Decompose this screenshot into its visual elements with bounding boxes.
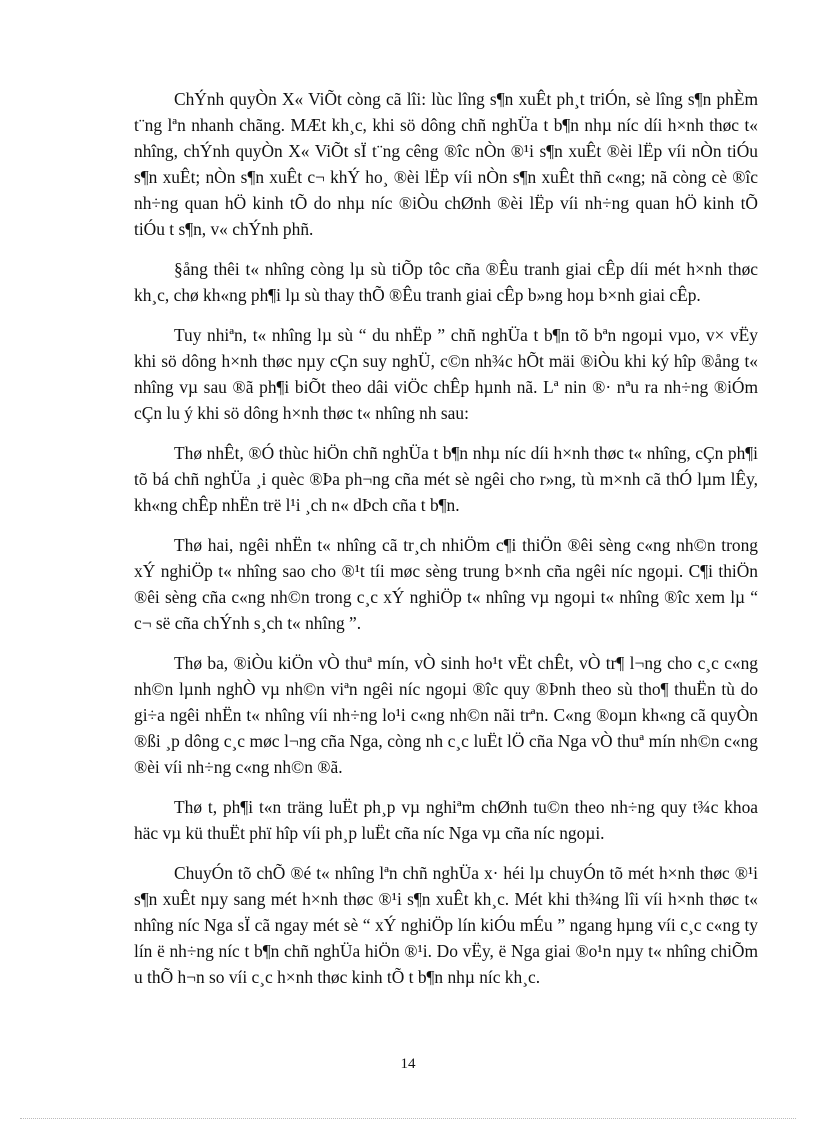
- page-bottom-divider: [20, 1118, 796, 1119]
- paragraph-2: §ång thêi t« nhîng còng lµ sù tiÕp tôc cña ®Êu tranh giai cÊp díi mét h×nh thøc kh¸c, chø kh«ng ph¶i lµ sù thay thÕ ®Êu tranh giai cÊp b»ng hoµ b×nh giai cÊp.: [134, 259, 758, 305]
- paragraph-3: Tuy nhiªn, t« nhîng lµ sù “ du nhËp ” chñ nghÜa t b¶n tõ bªn ngoµi vµo, v× vËy khi sö dông h×nh thøc nµy cÇn suy nghÜ, c©n nh¾c hÕt mäi ®iÒu khi ký hîp ®ång t« nhîng vµ sau ®ã ph¶i biÕt theo dâi viÖc chÊp hµnh nã. Lª nin ®· nªu ra nh÷ng ®iÓm cÇn lu ý khi sö dông h×nh thøc t« nhîng nh sau:: [134, 325, 758, 423]
- page-number: 14: [400, 1056, 416, 1072]
- paragraph-7: Thø t, ph¶i t«n träng luËt ph¸p vµ nghiªm chØnh tu©n theo nh÷ng quy t¾c khoa häc vµ kü thuËt phï hîp víi ph¸p luËt cña níc Nga vµ cña níc ngoµi.: [134, 797, 758, 843]
- paragraph-1: ChÝnh quyÒn X« ViÕt còng cã lîi: lùc lîng s¶n xuÊt ph¸t triÓn, sè lîng s¶n phÈm t¨ng lªn nhanh chãng. MÆt kh¸c, khi sö dông chñ nghÜa t b¶n nhµ níc díi h×nh thøc t« nhîng, chÝnh quyÒn X« ViÕt sÏ t¨ng cêng ®îc nÒn ®¹i s¶n xuÊt ®èi lËp víi nÒn tiÓu s¶n xuÊt; nÒn s¶n xuÊt c¬ khÝ ho¸ ®èi lËp víi nÒn s¶n xuÊt thñ c«ng; nã còng cè ®îc nh÷ng quan hÖ kinh tÕ do nhµ níc ®iÒu chØnh ®èi lËp víi nh÷ng quan hÖ kinh tÕ tiÓu t s¶n, v« chÝnh phñ.: [134, 89, 758, 239]
- paragraph-6: Thø ba, ®iÒu kiÖn vÒ thuª mín, vÒ sinh ho¹t vËt chÊt, vÒ tr¶ l¬ng cho c¸c c«ng nh©n lµnh nghÒ vµ nh©n viªn ngêi níc ngoµi ®îc quy ®Þnh theo sù tho¶ thuËn tù do gi÷a ngêi nhËn t« nhîng víi nh÷ng lo¹i c«ng nh©n nãi trªn. C«ng ®oµn kh«ng cã quyÒn ®ßi ¸p dông c¸c møc l¬ng cña Nga, còng nh c¸c luËt lÖ cña Nga vÒ thuª mín nh©n c«ng ®èi víi nh÷ng c«ng nh©n ®ã.: [134, 653, 758, 777]
- page-body: [134, 86, 758, 1004]
- paragraph-8: ChuyÓn tõ chÕ ®é t« nhîng lªn chñ nghÜa x· héi lµ chuyÓn tõ mét h×nh thøc ®¹i s¶n xuÊt nµy sang mét h×nh thøc ®¹i s¶n xuÊt kh¸c. Mét khi th¾ng lîi víi h×nh thøc t« nhîng níc Nga sÏ cã ngay mét sè “ xÝ nghiÖp lín kiÓu mÉu ” ngang hµng víi c¸c c«ng ty lín ë nh÷ng níc t b¶n chñ nghÜa hiÖn ®¹i. Do vËy, ë Nga giai ®o¹n nµy t« nhîng chiÕm u thÕ h¬n so víi c¸c h×nh thøc kinh tÕ t b¶n nhµ níc kh¸c.: [134, 863, 758, 987]
- paragraph-5: Thø hai, ngêi nhËn t« nhîng cã tr¸ch nhiÖm c¶i thiÖn ®êi sèng c«ng nh©n trong xÝ nghiÖp t« nhîng sao cho ®¹t tíi møc sèng trung b×nh cña ngêi níc ngoµi. C¶i thiÖn ®êi sèng cña c«ng nh©n trong c¸c xÝ nghiÖp t« nhîng vµ ngoµi t« nhîng ®îc xem lµ “ c¬ së cña chÝnh s¸ch t« nhîng ”.: [134, 535, 758, 633]
- paragraph-4: Thø nhÊt, ®Ó thùc hiÖn chñ nghÜa t b¶n nhµ níc díi h×nh thøc t« nhîng, cÇn ph¶i tõ bá chñ nghÜa ¸i quèc ®Þa ph¬ng cña mét sè ngêi cho r»ng, tù m×nh cã thÓ lµm lÊy, kh«ng chÊp nhËn trë l¹i ¸ch n« dÞch cña t b¶n.: [134, 443, 758, 515]
